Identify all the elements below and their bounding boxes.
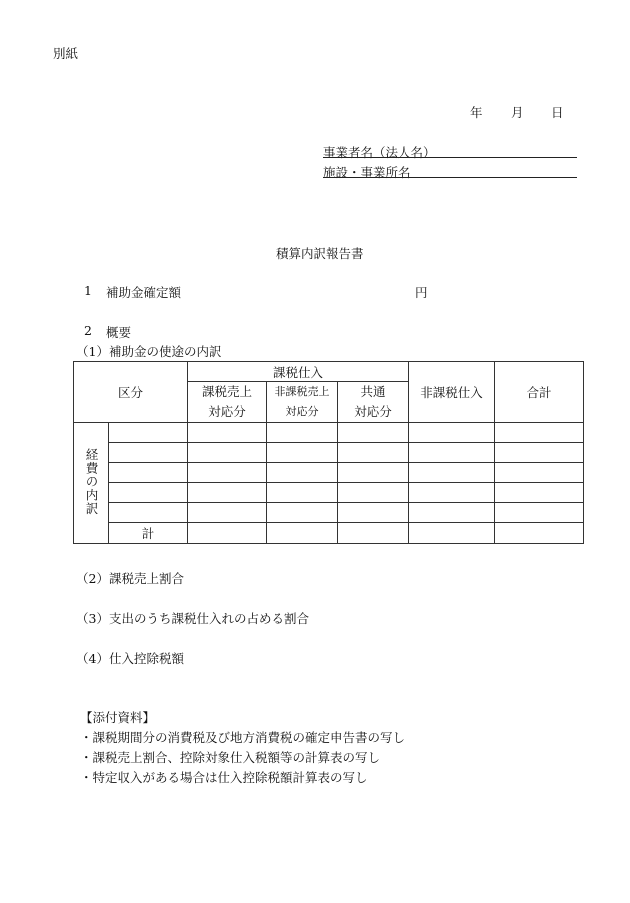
header-common [338, 382, 409, 423]
date-month-label: 月 [511, 105, 524, 120]
table-cell [338, 443, 409, 463]
table-cell [338, 423, 409, 443]
table-cell [495, 463, 584, 483]
table-cell [338, 483, 409, 503]
table-cell [409, 423, 495, 443]
header-nontaxable-sales [267, 382, 338, 423]
table-cell [267, 523, 338, 544]
table-cell [409, 463, 495, 483]
table-cell [109, 483, 188, 503]
header-nontaxable-purchase: 非課税仕入 [409, 362, 495, 423]
table-header-row [74, 362, 584, 382]
table-row [74, 483, 584, 503]
section2-sub4: （4）仕入控除税額 [76, 651, 184, 666]
row-group-label-cell [74, 423, 109, 544]
section2-sub2: （2）課税売上割合 [76, 571, 184, 586]
table-total-row [74, 523, 584, 544]
header-nontaxable-sales-line2: 対応分 [285, 405, 319, 418]
attachment-item: ・課税売上割合、控除対象仕入税額等の計算表の写し [80, 750, 381, 765]
company-name-label: 事業者名（法人名） [323, 145, 436, 160]
document-title: 積算内訳報告書 [276, 246, 364, 261]
section2-number: 2 [84, 323, 92, 338]
table-cell [188, 463, 267, 483]
table-cell [495, 503, 584, 523]
table-cell [267, 503, 338, 523]
header-taxable-sales-line2: 対応分 [208, 404, 246, 419]
section2-label: 概要 [106, 325, 132, 340]
table-cell [495, 483, 584, 503]
attachment-item: ・課税期間分の消費税及び地方消費税の確定申告書の写し [80, 730, 406, 745]
table-cell [188, 443, 267, 463]
header-taxable-sales-line1: 課税売上 [202, 384, 253, 399]
table-row [74, 443, 584, 463]
table-cell [109, 503, 188, 523]
header-nontaxable-sales-line1: 非課税売上 [274, 385, 330, 398]
table-cell [495, 443, 584, 463]
table-cell [188, 423, 267, 443]
table-cell [495, 523, 584, 544]
table-cell [495, 423, 584, 443]
row-total-label: 計 [109, 523, 188, 544]
table-cell [267, 423, 338, 443]
table-cell [188, 503, 267, 523]
section1-label: 補助金確定額 [106, 285, 182, 300]
table-row [74, 423, 584, 443]
table-cell [109, 463, 188, 483]
table-cell [109, 423, 188, 443]
header-common-line1: 共通 [360, 384, 386, 399]
attachments-heading: 【添付資料】 [80, 710, 156, 725]
table-row [74, 463, 584, 483]
table-cell [338, 463, 409, 483]
table-cell [409, 503, 495, 523]
section1-unit: 円 [415, 285, 428, 300]
table-cell [338, 503, 409, 523]
header-total: 合計 [495, 362, 584, 423]
table-cell [338, 523, 409, 544]
section1-number: 1 [84, 283, 92, 298]
annex-label: 別紙 [53, 46, 79, 61]
table-cell [267, 443, 338, 463]
table-cell [409, 483, 495, 503]
header-kubun: 区分 [74, 362, 188, 423]
table-cell [267, 483, 338, 503]
table-cell [188, 523, 267, 544]
table-cell [109, 443, 188, 463]
facility-line [323, 177, 577, 178]
table-cell [409, 443, 495, 463]
header-taxable-purchase-group: 課税仕入 [188, 362, 409, 382]
section2-sub1: （1）補助金の使途の内訳 [76, 344, 222, 359]
row-group-label: 経費の内訳 [84, 447, 99, 516]
table-cell [267, 463, 338, 483]
header-taxable-sales [188, 382, 267, 423]
table-cell [188, 483, 267, 503]
attachment-item: ・特定収入がある場合は仕入控除税額計算表の写し [80, 770, 368, 785]
date-day-label: 日 [551, 105, 564, 120]
header-common-line2: 対応分 [354, 404, 392, 419]
section2-sub3: （3）支出のうち課税仕入れの占める割合 [76, 611, 309, 626]
date-year-label: 年 [470, 105, 483, 120]
table-row [74, 503, 584, 523]
expense-breakdown-table [73, 361, 584, 544]
table-cell [409, 523, 495, 544]
company-name-line [323, 157, 577, 158]
facility-label: 施設・事業所名 [323, 165, 411, 180]
